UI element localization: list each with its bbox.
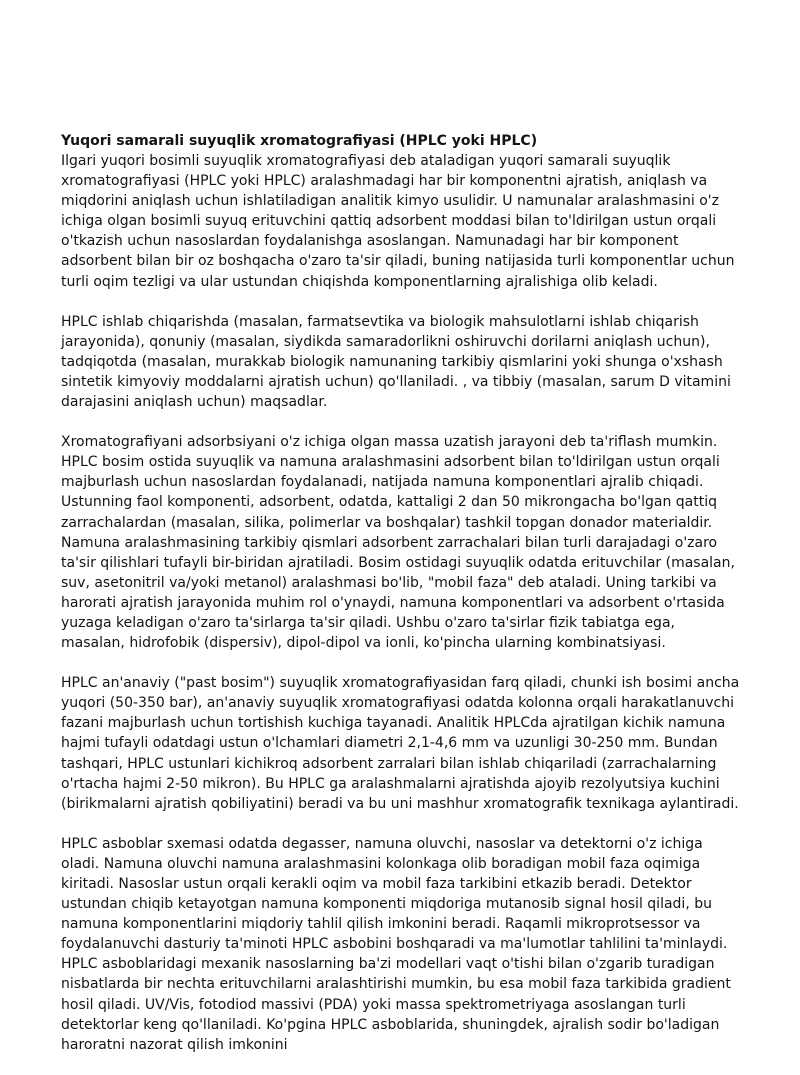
paragraph-pressure: HPLC an'anaviy ("past bosim") suyuqlik xromatografiyasidan farq qiladi, chunki ish bosimi ancha yuqori (50-350 bar), an'anaviy suyuqlik xromatografiyasi odatda kolonna orqali harakatlanuvchi fazani majburlash uchun tortishish kuchiga tayanadi. Analitik HPLCda ajratilgan kichik namuna hajmi tufayli odatdagi ustun o'lchamlari diametri 2,1-4,6 mm va uzunligi 30-250 mm. Bundan tashqari, HPLC ustunlari kichikroq adsorbent zarralari bilan ishlab chiqariladi (zarrachalarning o'rtacha hajmi 2-50 mikron). Bu HPLC ga aralashmalarni ajratishda ajoyib rezolyutsiya kuchini (birikmalarni ajratish qobiliyatini) beradi va bu uni mashhur xromatografik texnikaga aylantiradi.	[61, 675, 740, 812]
document-title: Yuqori samarali suyuqlik xromatografiyasi (HPLC yoki HPLC)	[61, 133, 538, 149]
document-body	[61, 131, 741, 1075]
paragraph-instrumentation: HPLC asboblar sxemasi odatda degasser, namuna oluvchi, nasoslar va detektorni o'z ichiga oladi. Namuna oluvchi namuna aralashmasini kolonkaga olib boradigan mobil faza oqimiga kiritadi. Nasoslar ustun orqali kerakli oqim va mobil faza tarkibini etkazib beradi. Detektor ustundan chiqib ketayotgan namuna komponenti miqdoriga mutanosib signal hosil qiladi, bu namuna komponentlarini miqdoriy tahlil qilish imkonini beradi. Raqamli mikroprotsessor va foydalanuvchi dasturiy ta'minoti HPLC asbobini boshqaradi va ma'lumotlar tahlilini ta'minlaydi. HPLC asboblaridagi mexanik nasoslarning ba'zi modellari vaqt o'tishi bilan o'zgarib turadigan nisbatlarda bir nechta erituvchilarni aralashtirishi mumkin, bu esa mobil faza tarkibida gradient hosil qiladi. UV/Vis, fotodiod massivi (PDA) yoki massa spektrometriyaga asoslangan turli detektorlar keng qo'llaniladi. Ko'pgina HPLC asboblarida, shuningdek, ajralish sodir bo'ladigan haroratni nazorat qilish imkonini	[61, 835, 731, 1053]
paragraph-mechanism: Xromatografiyani adsorbsiyani o'z ichiga olgan massa uzatish jarayoni deb ta'riflash mumkin. HPLC bosim ostida suyuqlik va namuna aralashmasini adsorbent bilan to'ldirilgan ustun orqali majburlash uchun nasoslardan foydalanadi, natijada namuna komponentlari ajralib chiqadi. Ustunning faol komponenti, adsorbent, odatda, kattaligi 2 dan 50 mikrongacha bo'lgan qattiq zarrachalardan (masalan, silika, polimerlar va boshqalar) tashkil topgan donador materialdir. Namuna aralashmasining tarkibiy qismlari adsorbent zarrachalari bilan turli darajadagi o'zaro ta'sir qilishlari tufayli bir-biridan ajratiladi. Bosim ostidagi suyuqlik odatda erituvchilar (masalan, suv, asetonitril va/yoki metanol) aralashmasi bo'lib, "mobil faza" deb ataladi. Uning tarkibi va harorati ajratish jarayonida muhim rol o'ynaydi, namuna komponentlari va adsorbent o'rtasida yuzaga keladigan o'zaro ta'sirlarga ta'sir qiladi. Ushbu o'zaro ta'sirlar fizik tabiatga ega, masalan, hidrofobik (dispersiv), dipol-dipol va ionli, ko'pincha ularning kombinatsiyasi.	[61, 434, 735, 652]
paragraph-applications: HPLC ishlab chiqarishda (masalan, farmatsevtika va biologik mahsulotlarni ishlab chiqarish jarayonida), qonuniy (masalan, siydikda samaradorlikni oshiruvchi dorilarni aniqlash uchun), tadqiqotda (masalan, murakkab biologik namunaning tarkibiy qismlarini yoki shunga o'xshash sintetik kimyoviy moddalarni ajratish uchun) qo'llaniladi. , va tibbiy (masalan, sarum D vitamini darajasini aniqlash uchun) maqsadlar.	[61, 313, 731, 411]
paragraph-intro: Ilgari yuqori bosimli suyuqlik xromatografiyasi deb ataladigan yuqori samarali suyuqlik xromatografiyasi (HPLC yoki HPLC) aralashmadagi har bir komponentni ajratish, aniqlash va miqdorini aniqlash uchun ishlatiladigan analitik kimyo usulidir. U namunalar aralashmasini o'z ichiga olgan bosimli suyuq erituvchini qattiq adsorbent moddasi bilan to'ldirilgan ustun orqali o'tkazish uchun nasoslardan foydalanishga asoslangan. Namunadagi har bir komponent adsorbent bilan bir oz boshqacha o'zaro ta'sir qiladi, buning natijasida turli komponentlar uchun turli oqim tezligi va ular ustundan chiqishda komponentlarning ajralishiga olib keladi.	[61, 153, 735, 290]
